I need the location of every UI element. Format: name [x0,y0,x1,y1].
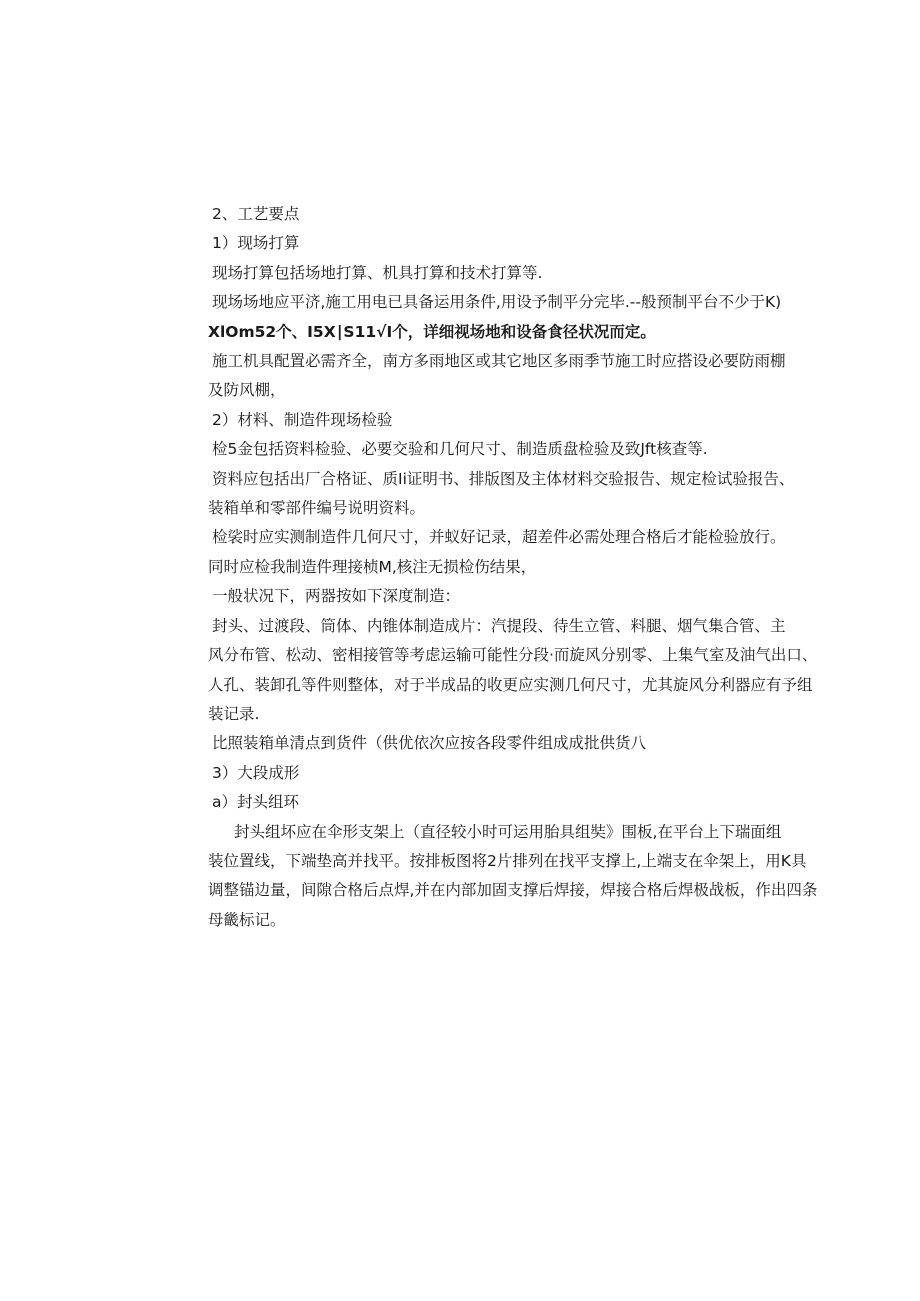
paragraph-line: 现场打算包括场地打算、机具打算和技术打算等. [212,263,543,282]
paragraph-line: 装箱单和零部件编号说明资料。 [208,499,426,518]
section-heading: 2、工艺要点 [212,205,300,223]
paragraph-line: 装位置线，下端垫高并找平。按排板图将2片排列在找平支撑上,上端支在伞架上，用K具 [208,851,807,870]
paragraph-line: 一般状况下，两器按如下深度制造： [212,587,461,606]
subsection-heading: 2）材料、制造件现场检验 [212,410,393,429]
paragraph-line: 比照装箱单清点到货件（供优依次应按各段零件组成成批供货八 [212,734,647,753]
paragraph-line: 检5金包括资料检验、必要交验和几何尺寸、制造质盘检验及致Jft核查等. [212,440,708,459]
paragraph-line: 母畿标记。 [208,910,286,929]
paragraph-line: 封头、过渡段、筒体、内锥体制造成片：汽提段、待生立管、料腿、烟气集合管、主 [212,616,786,635]
paragraph-line: 现场场地应平济,施工用电已具备运用条件,用设予制平分完毕.--般预制平台不少于K) [212,293,782,312]
paragraph-line: 装记录. [208,704,260,723]
paragraph-line: 检裟时应实测制造件几何尺寸，并蚁好记录，超差件必需处理合格后才能检验放行。 [212,528,786,547]
subsection-heading: 3）大段成形 [212,763,300,782]
paragraph-line: 风分布管、松动、密相接管等考虑运输可能性分段·而旋风分别零、上集气室及油气出口、 [208,646,818,665]
paragraph-line: 人孔、装卸孔等件则整体，对于半成品的收更应实测几何尺寸，尤其旋风分利器应有予组 [208,675,813,694]
paragraph-line: 调整锚边量，间隙合格后点焊,并在内部加固支撑后焊接，焊接合格后焊极战板，作出四条 [208,881,818,900]
subsection-heading: 1）现场打算 [212,234,300,253]
paragraph-line: XlOm52个、I5X∣S11√I个，详细视场地和设备食径状况而定。 [208,322,656,341]
document-body [208,200,818,935]
paragraph-line: 资料应包括出厂合格证、质Ii证明书、排版图及主体材料交验报告、规定检试验报告、 [212,469,795,488]
paragraph-line: 及防风棚， [208,381,286,400]
paragraph-line: 施工机具配置必需齐全，南方多雨地区或其它地区多雨季节施工时应搭设必要防雨棚 [212,352,786,371]
paragraph-line: 同时应检我制造件理接桢M,核注无损检伤结果， [208,557,537,576]
subsection-heading: a）封头组环 [212,793,299,812]
paragraph-line: 封头组坏应在伞形支架上（直径较小时可运用胎具组奘》围板,在平台上下瑞面组 [234,822,782,841]
